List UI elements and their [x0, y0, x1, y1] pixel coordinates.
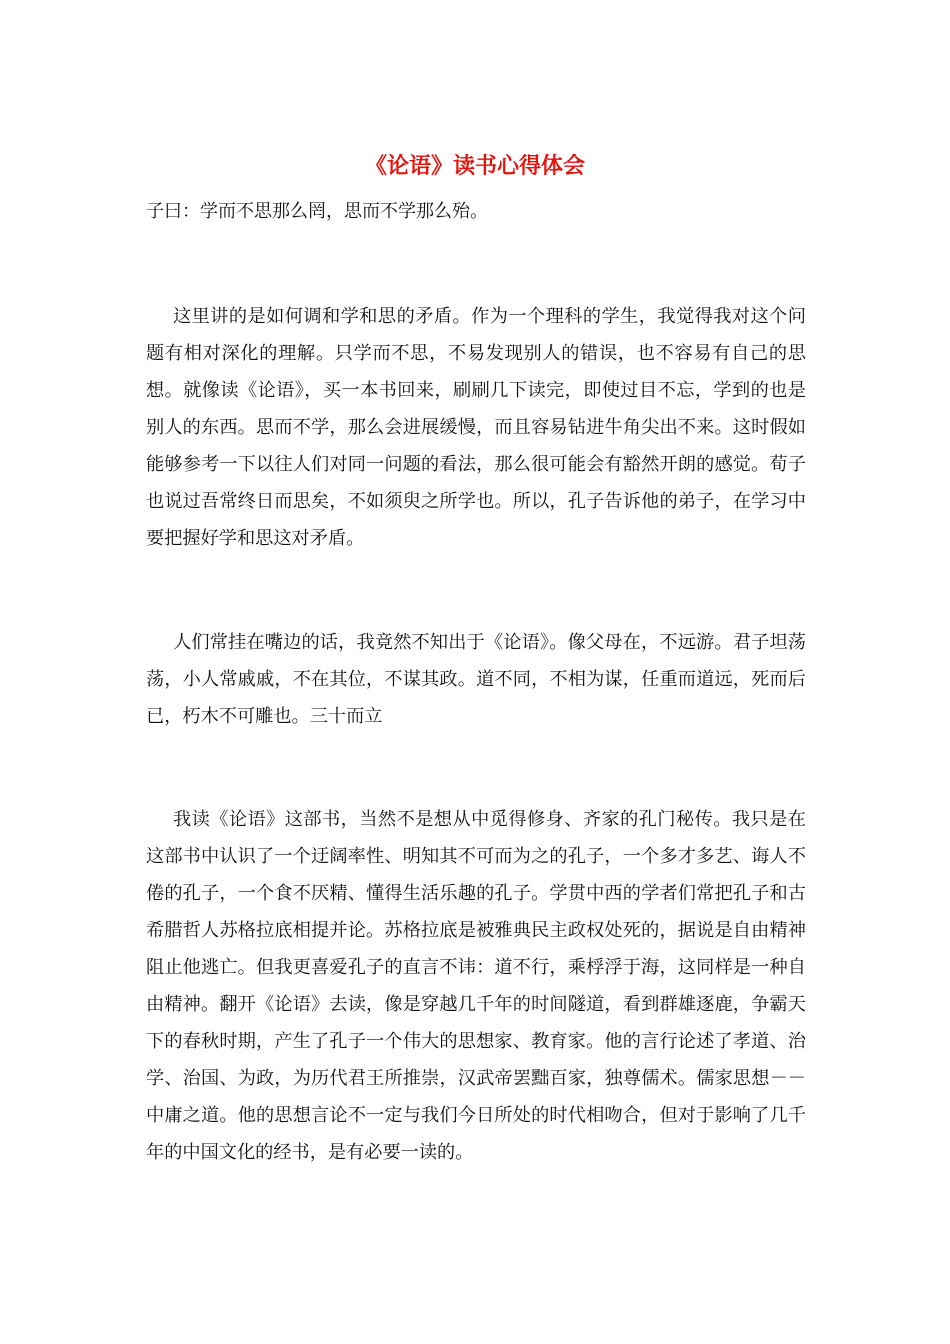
opening-quote: 子曰：学而不思那么罔，思而不学那么殆。	[146, 201, 488, 222]
paragraph-1: 这里讲的是如何调和学和思的矛盾。作为一个理科的学生，我觉得我对这个问题有相对深化的理解。只学而不思，不易发现别人的错误，也不容易有自己的思想。就像读《论语》，买一本书回来，刷刷几下读完，即使过目不忘，学到的也是别人的东西。思而不学，那么会进展缓慢，而且容易钻进牛角尖出不来。这时假如能够参考一下以往人们对同一问题的看法，那么很可能会有豁然开朗的感觉。荀子也说过吾常终日而思矣，不如须臾之所学也。所以，孔子告诉他的弟子，在学习中要把握好学和思这对矛盾。	[146, 306, 806, 549]
document-title: 《论语》读书心得体会	[364, 153, 585, 179]
paragraph-3: 我读《论语》这部书，当然不是想从中觅得修身、齐家的孔门秘传。我只是在这部书中认识了一个迂阔率性、明知其不可而为之的孔子，一个多才多艺、诲人不倦的孔子，一个食不厌精、懂得生活乐趣的孔子。学贯中西的学者们常把孔子和古希腊哲人苏格拉底相提并论。苏格拉底是被雅典民主政权处死的，据说是自由精神阻止他逃亡。但我更喜爱孔子的直言不讳：道不行，乘桴浮于海，这同样是一种自由精神。翻开《论语》去读，像是穿越几千年的时间隧道，看到群雄逐鹿，争霸天下的春秋时期，产生了孔子一个伟大的思想家、教育家。他的言行论述了孝道、治学、治国、为政，为历代君王所推崇，汉武帝罢黜百家，独尊儒术。儒家思想－－中庸之道。他的思想言论不一定与我们今日所处的时代相吻合，但对于影响了几千年的中国文化的经书，是有必要一读的。	[146, 809, 806, 1163]
paragraph-2: 人们常挂在嘴边的话，我竟然不知出于《论语》。像父母在，不远游。君子坦荡荡，小人常戚戚，不在其位，不谋其政。道不同，不相为谋，任重而道远，死而后已，朽木不可雕也。三十而立	[146, 632, 806, 727]
